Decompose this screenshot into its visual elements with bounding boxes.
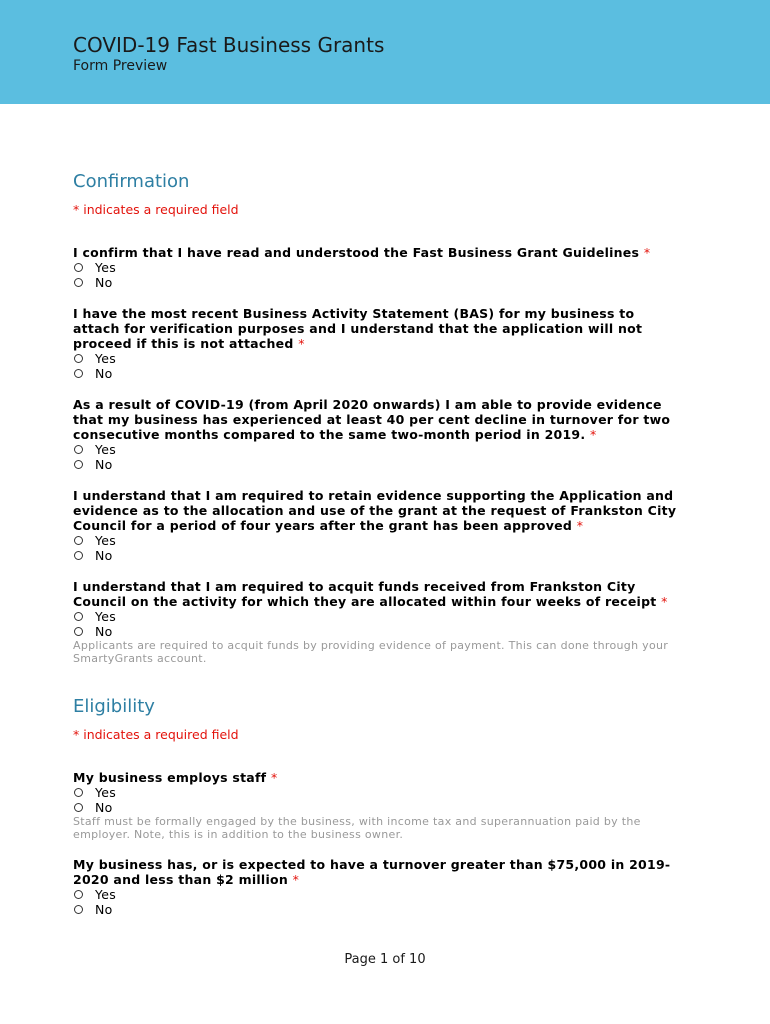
option-label: No [95, 624, 113, 639]
help-text: Staff must be formally engaged by the business, with income tax and superannuation paid by the employer. Note, this is in addition to the business owner. [73, 815, 641, 841]
section-heading-eligibility: Eligibility [73, 696, 155, 717]
option-label: No [95, 457, 113, 472]
radio-button-icon[interactable] [74, 263, 83, 272]
option-label: Yes [95, 609, 117, 624]
question-label: My business has, or is expected to have a turnover greater than $75,000 in 2019-2020 and less than $2 million [73, 857, 671, 887]
section-heading-confirmation: Confirmation [73, 171, 190, 192]
question-label: I have the most recent Business Activity Statement (BAS) for my business to attach for verification purposes and I understand that the application will not proceed if this is not attached [73, 306, 643, 351]
radio-option-no[interactable] [73, 800, 683, 815]
radio-option-yes[interactable] [73, 785, 683, 800]
form-header [0, 0, 770, 104]
required-field-note: * indicates a required field [73, 727, 239, 742]
question-label: I understand that I am required to retain evidence supporting the Application and evidence as to the allocation and use of the grant at the request of Frankston City Council for a period of four years after the grant has been approved [73, 488, 677, 533]
required-asterisk: * [298, 336, 305, 351]
option-label: No [95, 548, 113, 563]
radio-option-yes[interactable] [73, 442, 683, 457]
help-text: Applicants are required to acquit funds by providing evidence of payment. This can done through your SmartyGrants account. [73, 639, 669, 665]
radio-button-icon[interactable] [74, 612, 83, 621]
option-label: Yes [95, 260, 117, 275]
question-bas-attached [73, 306, 683, 381]
radio-button-icon[interactable] [74, 278, 83, 287]
radio-option-no[interactable] [73, 275, 683, 290]
question-label: As a result of COVID-19 (from April 2020 onwards) I am able to provide evidence that my business has experienced at least 40 per cent decline in turnover for two consecutive months compared to the same two-month period in 2019. [73, 397, 671, 442]
required-asterisk: * [292, 872, 300, 887]
radio-button-icon[interactable] [74, 536, 83, 545]
radio-button-icon[interactable] [74, 369, 83, 378]
page-number: Page 1 of 10 [344, 952, 426, 967]
option-label: Yes [95, 533, 117, 548]
required-asterisk: * [661, 594, 668, 609]
form-title: COVID-19 Fast Business Grants [73, 33, 385, 57]
radio-option-yes[interactable] [73, 533, 683, 548]
option-label: Yes [95, 442, 117, 457]
required-asterisk: * [270, 770, 278, 785]
required-field-note: * indicates a required field [73, 202, 239, 217]
question-confirm-guidelines [73, 245, 683, 290]
radio-option-yes[interactable] [73, 609, 683, 624]
radio-button-icon[interactable] [74, 788, 83, 797]
radio-button-icon[interactable] [74, 803, 83, 812]
radio-option-yes[interactable] [73, 260, 683, 275]
radio-button-icon[interactable] [74, 890, 83, 899]
radio-option-no[interactable] [73, 902, 683, 917]
radio-button-icon[interactable] [74, 905, 83, 914]
required-asterisk: * [589, 427, 597, 442]
option-label: No [95, 902, 113, 917]
form-content [73, 170, 683, 917]
option-label: No [95, 275, 113, 290]
radio-button-icon[interactable] [74, 445, 83, 454]
question-label: I understand that I am required to acquit funds received from Frankston City Council on the activity for which they are allocated within four weeks of receipt [73, 579, 657, 609]
required-asterisk: * [643, 245, 651, 260]
required-asterisk: * [576, 518, 584, 533]
radio-option-no[interactable] [73, 548, 683, 563]
radio-button-icon[interactable] [74, 460, 83, 469]
radio-option-yes[interactable] [73, 887, 683, 902]
question-turnover-range [73, 857, 683, 917]
question-employs-staff [73, 770, 683, 841]
option-label: Yes [95, 351, 117, 366]
option-label: No [95, 366, 113, 381]
question-label: My business employs staff [73, 770, 267, 785]
question-retain-evidence [73, 488, 683, 563]
option-label: No [95, 800, 113, 815]
radio-option-no[interactable] [73, 366, 683, 381]
radio-option-no[interactable] [73, 624, 683, 639]
radio-button-icon[interactable] [74, 627, 83, 636]
radio-option-yes[interactable] [73, 351, 683, 366]
question-turnover-decline [73, 397, 683, 472]
option-label: Yes [95, 887, 117, 902]
radio-option-no[interactable] [73, 457, 683, 472]
question-acquit-funds [73, 579, 683, 665]
question-label: I confirm that I have read and understood the Fast Business Grant Guidelines [73, 245, 640, 260]
radio-button-icon[interactable] [74, 551, 83, 560]
radio-button-icon[interactable] [74, 354, 83, 363]
option-label: Yes [95, 785, 117, 800]
form-subtitle: Form Preview [73, 58, 168, 74]
